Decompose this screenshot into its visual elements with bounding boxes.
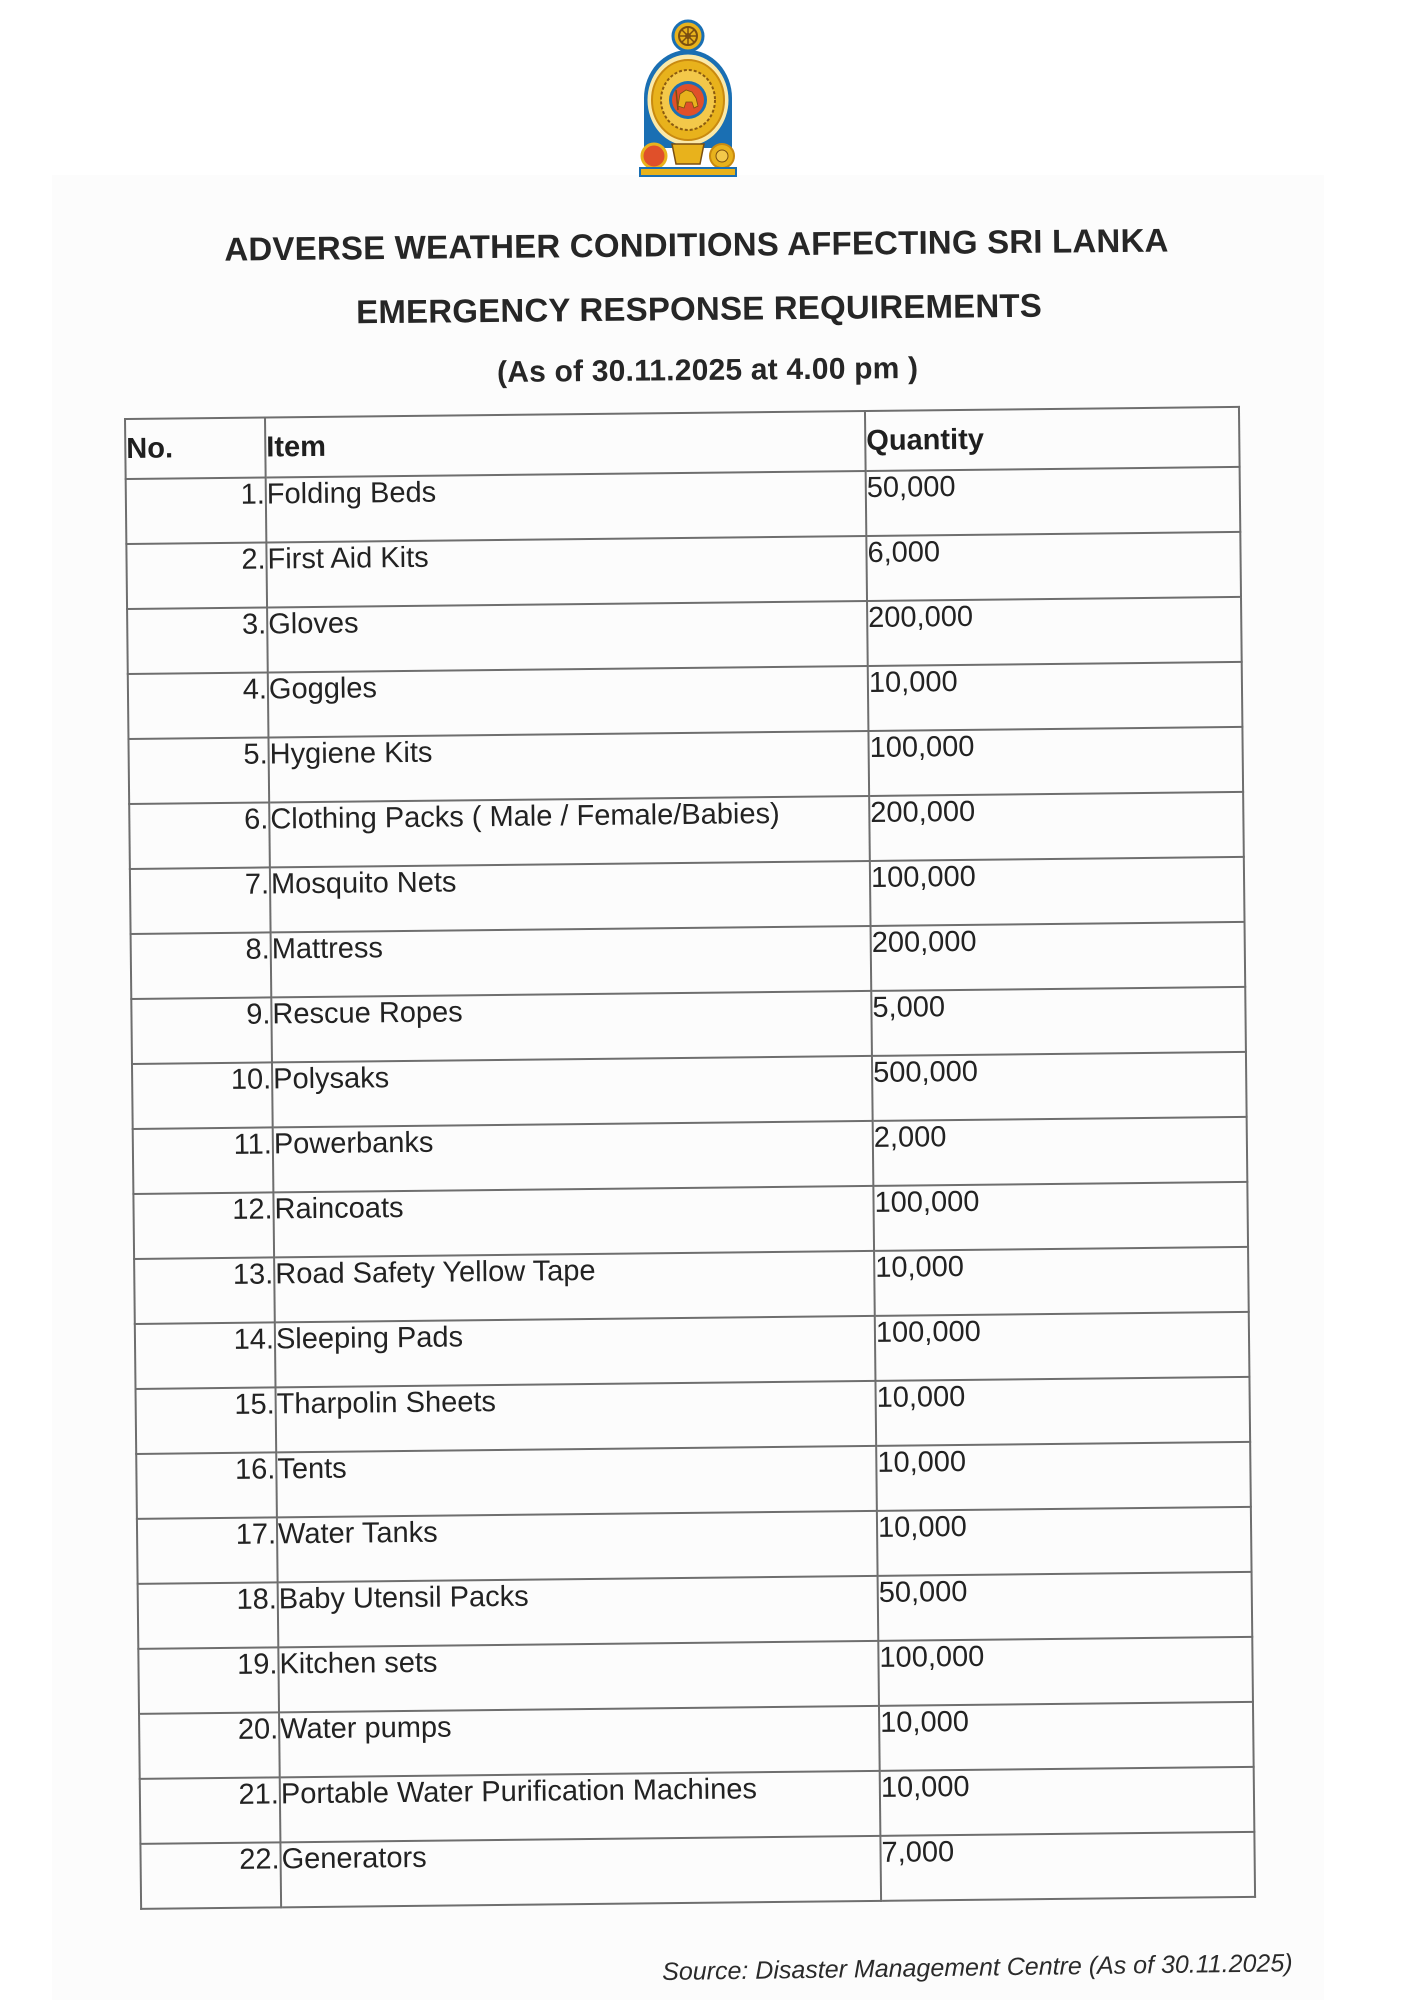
row-number: 8. [131, 932, 272, 999]
row-quantity: 10,000 [877, 1507, 1252, 1576]
row-number: 5. [128, 737, 269, 804]
document-subtitle: EMERGENCY RESPONSE REQUIREMENTS [355, 286, 1043, 331]
row-item: Portable Water Purification Machines [280, 1771, 881, 1842]
table-row [139, 1702, 1254, 1779]
column-header-quantity: Quantity [865, 407, 1240, 471]
row-item: Kitchen sets [278, 1641, 879, 1712]
row-item: Goggles [268, 666, 869, 737]
row-quantity: 50,000 [878, 1572, 1253, 1641]
row-quantity: 50,000 [866, 467, 1241, 536]
row-item: Road Safety Yellow Tape [274, 1251, 875, 1322]
row-quantity: 6,000 [866, 532, 1241, 601]
table-row [126, 467, 1241, 544]
table-row [134, 1247, 1249, 1324]
table-row [133, 1182, 1248, 1259]
row-quantity: 200,000 [871, 922, 1246, 991]
table-row [128, 727, 1243, 804]
row-item: Clothing Packs ( Male / Female/Babies) [269, 796, 870, 867]
row-item: Generators [280, 1836, 881, 1907]
row-number: 2. [126, 542, 267, 609]
column-header-item: Item [265, 411, 866, 477]
row-number: 14. [135, 1322, 276, 1389]
row-item: Tharpolin Sheets [275, 1381, 876, 1452]
table-row [127, 597, 1242, 674]
row-item: Water pumps [279, 1706, 880, 1777]
row-quantity: 200,000 [869, 792, 1244, 861]
table-row [138, 1572, 1253, 1649]
row-number: 6. [129, 802, 270, 869]
row-number: 12. [133, 1192, 274, 1259]
row-number: 20. [139, 1712, 280, 1779]
row-quantity: 100,000 [873, 1182, 1248, 1251]
row-quantity: 100,000 [870, 857, 1245, 926]
row-item: Water Tanks [277, 1511, 878, 1582]
row-quantity: 100,000 [875, 1312, 1250, 1381]
table-row [132, 1052, 1247, 1129]
row-number: 3. [127, 607, 268, 674]
row-number: 21. [140, 1777, 281, 1844]
row-number: 18. [138, 1582, 279, 1649]
sri-lanka-emblem-icon [632, 18, 744, 178]
row-quantity: 100,000 [878, 1637, 1253, 1706]
source-note: Source: Disaster Management Centre (As of 30.11.2025) [662, 1949, 1293, 1986]
row-item: Gloves [267, 601, 868, 672]
row-quantity: 10,000 [876, 1442, 1251, 1511]
table-row [140, 1832, 1255, 1909]
table-row [135, 1312, 1250, 1389]
table-row [140, 1767, 1255, 1844]
row-quantity: 200,000 [867, 597, 1242, 666]
row-number: 4. [128, 672, 269, 739]
table-row [136, 1377, 1251, 1454]
row-number: 11. [133, 1127, 274, 1194]
row-number: 9. [131, 997, 272, 1064]
row-quantity: 10,000 [868, 662, 1243, 731]
table-row [137, 1507, 1252, 1584]
row-item: Baby Utensil Packs [278, 1576, 879, 1647]
row-quantity: 500,000 [872, 1052, 1247, 1121]
row-number: 16. [136, 1452, 277, 1519]
row-quantity: 7,000 [880, 1832, 1255, 1901]
document-header [0, 0, 1411, 389]
requirements-table [124, 406, 1256, 1910]
row-quantity: 10,000 [874, 1247, 1249, 1316]
row-quantity: 10,000 [875, 1377, 1250, 1446]
row-number: 10. [132, 1062, 273, 1129]
requirements-table-container [124, 406, 1256, 1910]
row-item: Sleeping Pads [275, 1316, 876, 1387]
row-number: 7. [130, 867, 271, 934]
row-item: Polysaks [272, 1056, 873, 1127]
row-item: Mosquito Nets [270, 861, 871, 932]
row-item: Folding Beds [266, 471, 867, 542]
row-item: Rescue Ropes [271, 991, 872, 1062]
row-quantity: 100,000 [868, 727, 1243, 796]
row-number: 22. [140, 1842, 281, 1909]
column-header-no: No. [125, 417, 266, 479]
table-row [129, 792, 1244, 869]
row-number: 19. [138, 1647, 279, 1714]
row-item: First Aid Kits [266, 536, 867, 607]
table-row [130, 857, 1245, 934]
row-quantity: 10,000 [879, 1702, 1254, 1771]
table-row [126, 532, 1241, 609]
row-item: Hygiene Kits [268, 731, 869, 802]
row-item: Raincoats [273, 1186, 874, 1257]
as-of-date: (As of 30.11.2025 at 4.00 pm ) [496, 351, 919, 389]
table-row [133, 1117, 1248, 1194]
row-number: 17. [137, 1517, 278, 1584]
row-item: Powerbanks [273, 1121, 874, 1192]
row-number: 1. [126, 477, 267, 544]
table-row [136, 1442, 1251, 1519]
table-row [131, 922, 1246, 999]
table-row [131, 987, 1246, 1064]
table-row [128, 662, 1243, 739]
row-item: Tents [276, 1446, 877, 1517]
row-quantity: 2,000 [873, 1117, 1248, 1186]
table-row [138, 1637, 1253, 1714]
document-title: ADVERSE WEATHER CONDITIONS AFFECTING SRI LANKA [224, 221, 1169, 268]
row-quantity: 10,000 [880, 1767, 1255, 1836]
row-number: 13. [134, 1257, 275, 1324]
row-quantity: 5,000 [871, 987, 1246, 1056]
row-number: 15. [136, 1387, 277, 1454]
row-item: Mattress [271, 926, 872, 997]
